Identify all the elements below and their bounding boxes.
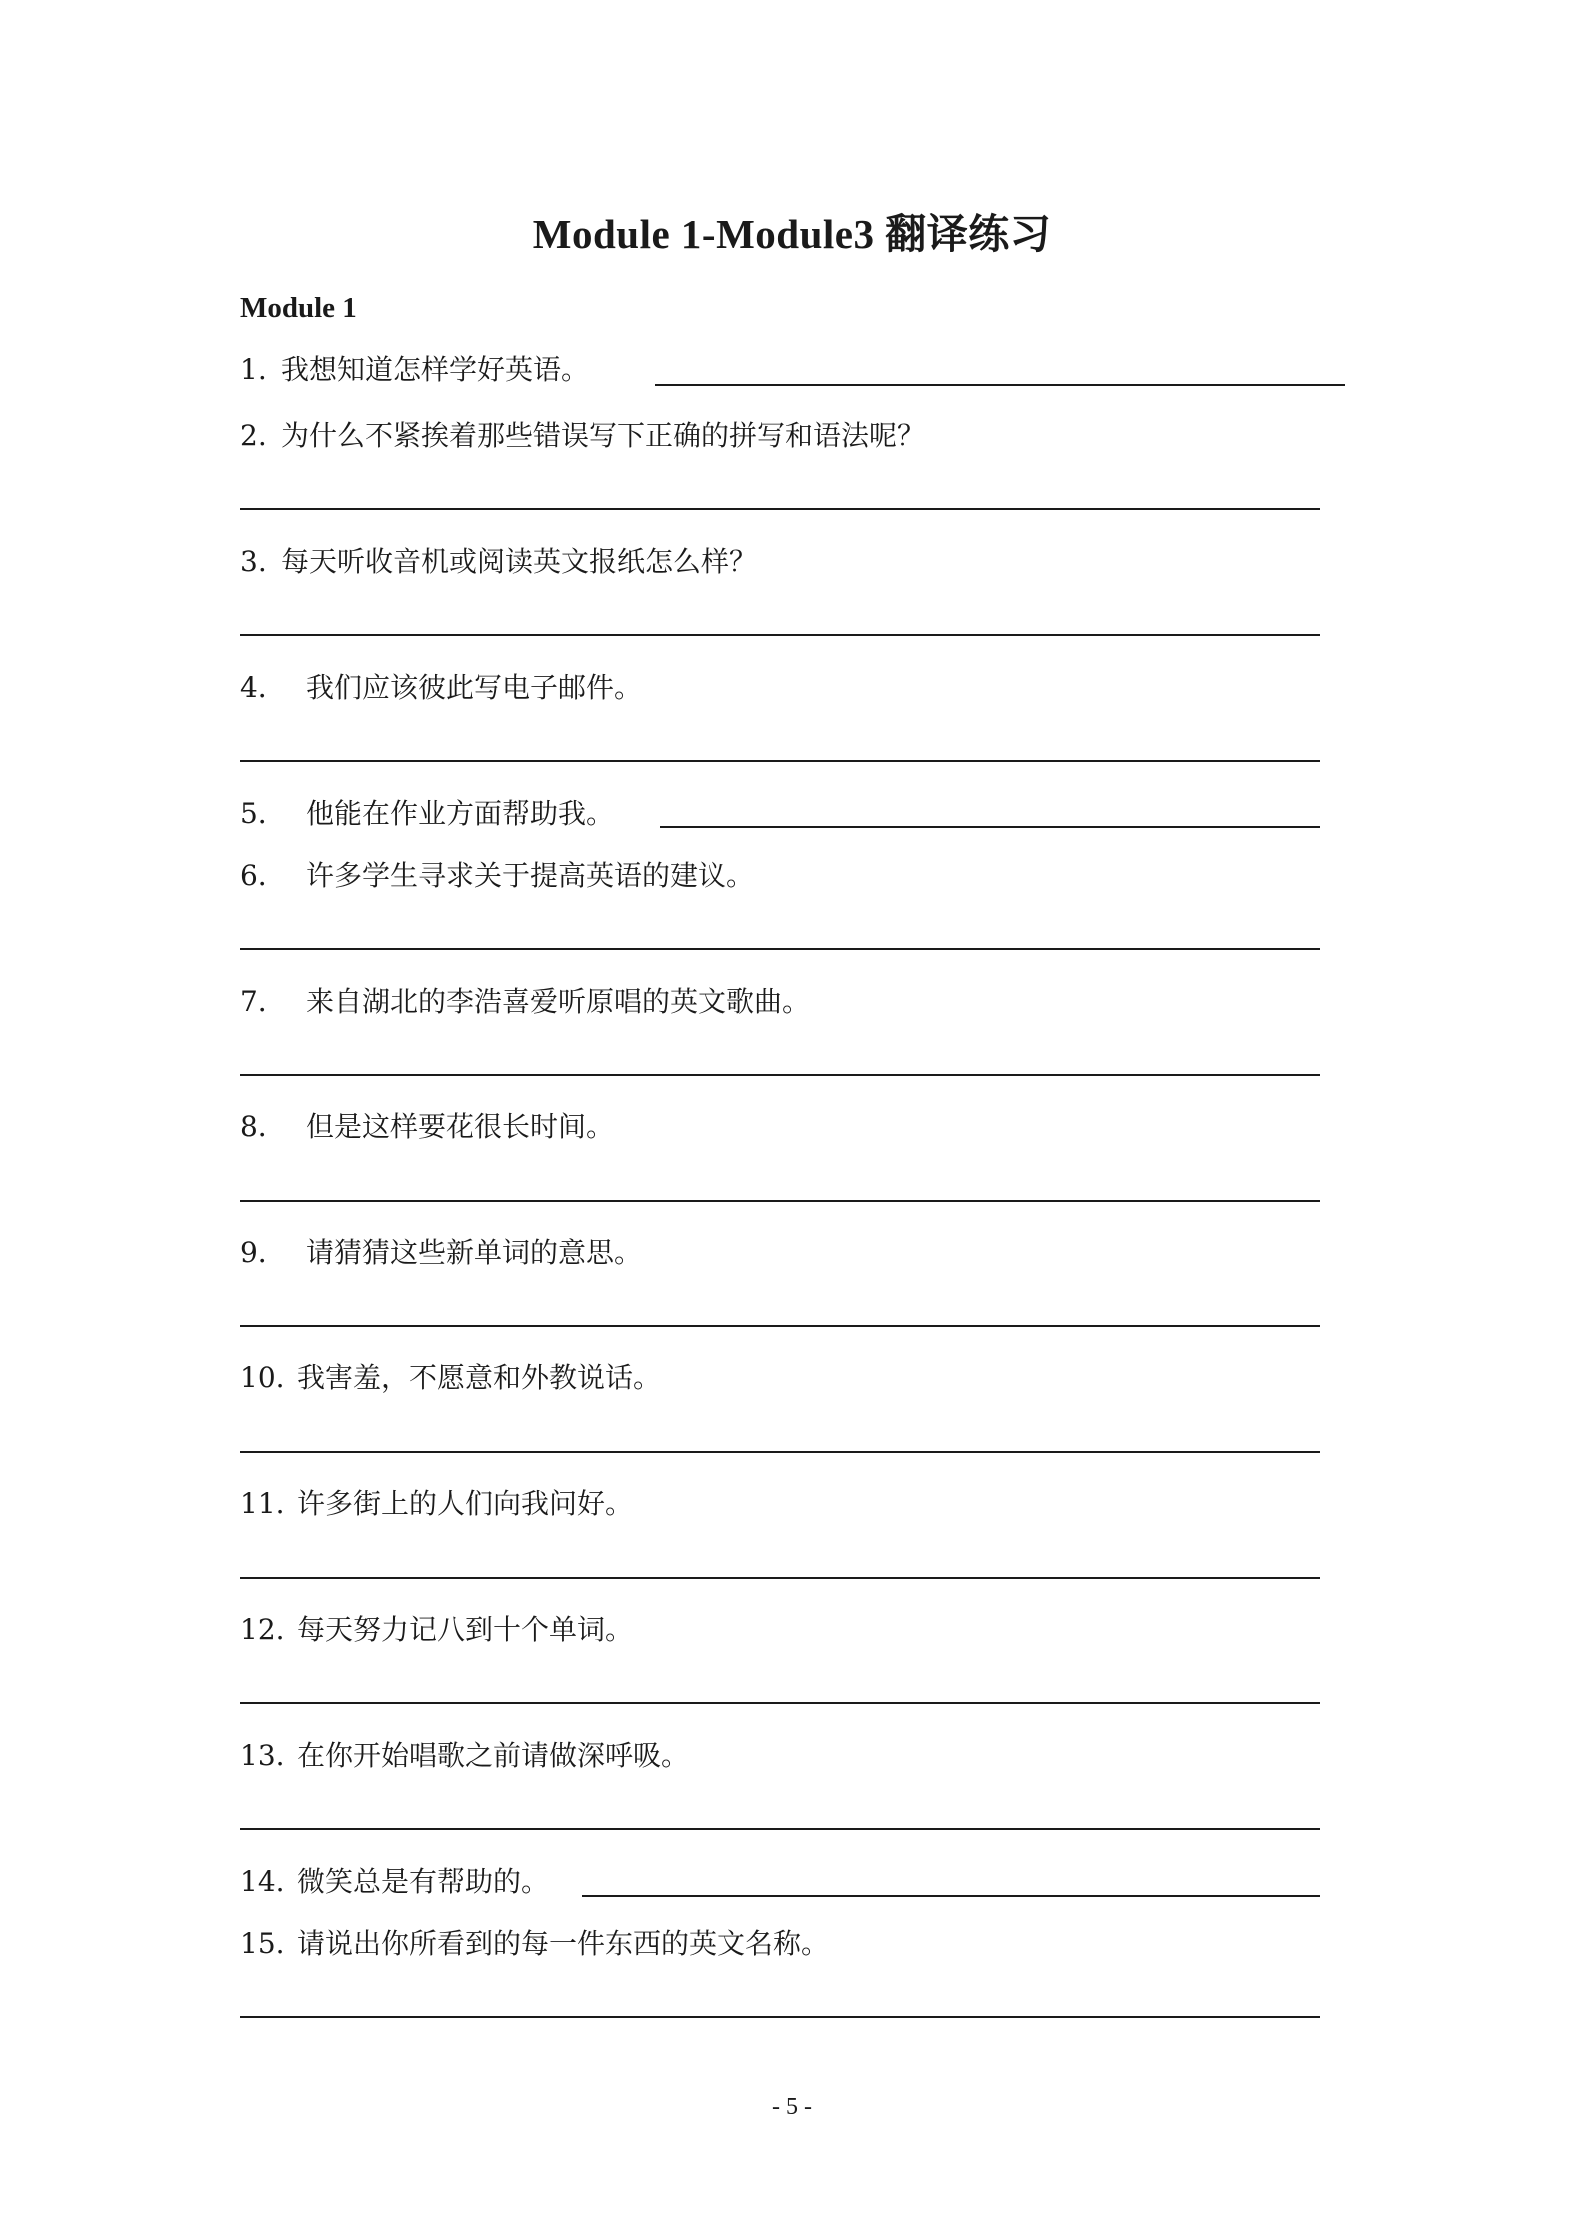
answer-line-12[interactable] bbox=[240, 1702, 1320, 1704]
question-number: 4． bbox=[240, 671, 286, 704]
question-text: 我害羞，不愿意和外教说话。 bbox=[297, 1361, 662, 1394]
answer-line-8[interactable] bbox=[240, 1200, 1320, 1202]
page-number: - 5 - bbox=[772, 2094, 812, 2120]
answer-line-1[interactable] bbox=[655, 384, 1345, 386]
page-title: Module 1-Module3 翻译练习 bbox=[532, 211, 1052, 257]
question-1 bbox=[240, 348, 1320, 396]
question-5 bbox=[240, 792, 1320, 840]
section-heading: Module 1 bbox=[240, 292, 357, 324]
question-text: 微笑总是有帮助的。 bbox=[297, 1865, 550, 1898]
question-text: 每天听收音机或阅读英文报纸怎么样？ bbox=[281, 545, 758, 578]
question-text: 许多街上的人们向我问好。 bbox=[297, 1487, 634, 1520]
question-15 bbox=[240, 1922, 1320, 1970]
question-number: 6． bbox=[240, 859, 286, 892]
question-number: 7． bbox=[240, 985, 286, 1018]
question-number: 3. bbox=[240, 545, 267, 578]
question-number: 8． bbox=[240, 1110, 286, 1143]
question-11 bbox=[240, 1482, 1320, 1530]
answer-line-9[interactable] bbox=[240, 1325, 1320, 1327]
question-text: 我们应该彼此写电子邮件。 bbox=[306, 671, 643, 704]
answer-line-3[interactable] bbox=[240, 634, 1320, 636]
question-number: 1. bbox=[240, 353, 267, 386]
question-13 bbox=[240, 1734, 1320, 1782]
question-text: 请猜猜这些新单词的意思。 bbox=[306, 1236, 643, 1269]
question-14 bbox=[240, 1860, 1320, 1908]
answer-line-11[interactable] bbox=[240, 1577, 1320, 1579]
question-8 bbox=[240, 1105, 1320, 1153]
question-number: 9． bbox=[240, 1236, 286, 1269]
question-number: 2. bbox=[240, 419, 267, 452]
question-7 bbox=[240, 980, 1320, 1028]
answer-line-13[interactable] bbox=[240, 1828, 1320, 1830]
question-12 bbox=[240, 1608, 1320, 1656]
question-number: 15. bbox=[240, 1927, 285, 1960]
question-2 bbox=[240, 414, 1320, 462]
answer-line-5[interactable] bbox=[660, 826, 1320, 828]
question-text: 来自湖北的李浩喜爱听原唱的英文歌曲。 bbox=[306, 985, 811, 1018]
answer-line-2[interactable] bbox=[240, 508, 1320, 510]
question-number: 10. bbox=[240, 1361, 285, 1394]
answer-line-6[interactable] bbox=[240, 948, 1320, 950]
question-3 bbox=[240, 540, 1320, 588]
question-text: 在你开始唱歌之前请做深呼吸。 bbox=[297, 1739, 690, 1772]
question-4 bbox=[240, 666, 1320, 714]
question-number: 14. bbox=[240, 1865, 285, 1898]
question-number: 11. bbox=[240, 1487, 285, 1520]
question-text: 为什么不紧挨着那些错误写下正确的拼写和语法呢？ bbox=[281, 419, 926, 452]
question-6 bbox=[240, 854, 1320, 902]
question-9 bbox=[240, 1231, 1320, 1279]
question-text: 每天努力记八到十个单词。 bbox=[297, 1613, 634, 1646]
question-text: 我想知道怎样学好英语。 bbox=[281, 353, 590, 386]
answer-line-10[interactable] bbox=[240, 1451, 1320, 1453]
question-text: 他能在作业方面帮助我。 bbox=[306, 797, 615, 830]
answer-line-7[interactable] bbox=[240, 1074, 1320, 1076]
answer-line-14[interactable] bbox=[582, 1895, 1320, 1897]
question-text: 请说出你所看到的每一件东西的英文名称。 bbox=[297, 1927, 830, 1960]
question-number: 13. bbox=[240, 1739, 285, 1772]
question-number: 5． bbox=[240, 797, 286, 830]
question-text: 许多学生寻求关于提高英语的建议。 bbox=[306, 859, 755, 892]
answer-line-4[interactable] bbox=[240, 760, 1320, 762]
answer-line-15[interactable] bbox=[240, 2016, 1320, 2018]
question-number: 12. bbox=[240, 1613, 285, 1646]
question-10 bbox=[240, 1356, 1320, 1404]
question-text: 但是这样要花很长时间。 bbox=[306, 1110, 615, 1143]
